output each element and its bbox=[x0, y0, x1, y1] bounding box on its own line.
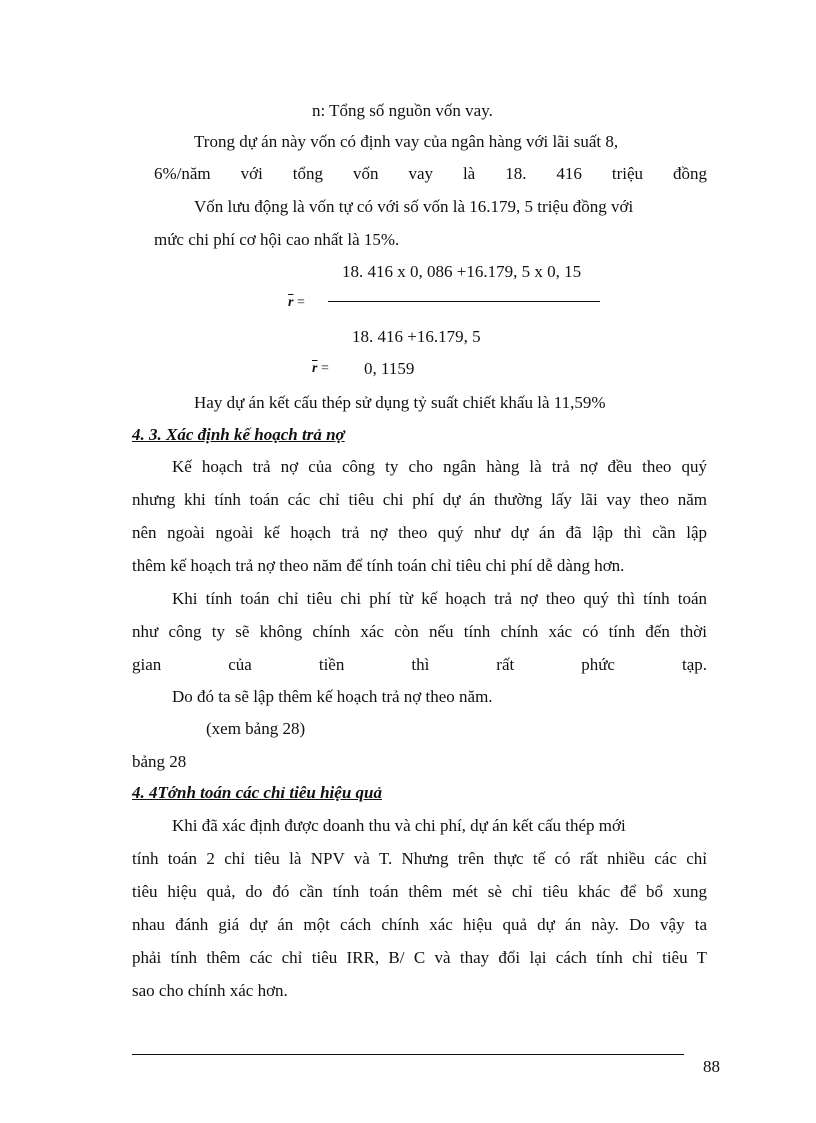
formula-result-r-symbol bbox=[312, 358, 329, 380]
paragraph-line: phải tính thêm các chỉ tiêu IRR, B/ C và thay đổi lại cách tính chỉ tiêu T bbox=[132, 948, 707, 967]
r-bar-symbol: $\overline{r}$ bbox=[288, 295, 294, 310]
r-bar-symbol: $\overline{r}$ bbox=[312, 361, 318, 376]
equals-sign: = bbox=[320, 361, 329, 376]
paragraph-line: Khi tính toán chỉ tiêu chi phí từ kế hoạch trả nợ theo quý thì tính toán bbox=[172, 589, 707, 608]
paragraph-line: Kế hoạch trả nợ của công ty cho ngân hàng là trả nợ đều theo quý bbox=[172, 457, 707, 476]
formula-denominator: 18. 416 +16.179, 5 bbox=[352, 327, 481, 346]
formula-result: 0, 1159 bbox=[364, 359, 415, 378]
section-heading: 4. 4Tớnh toán các chỉ tiêu hiệu quả bbox=[132, 783, 382, 802]
paragraph-line: tiêu hiệu quả, do đó cần tính toán thêm mét sè chỉ tiêu khác để bổ xung bbox=[132, 882, 707, 901]
table-label: bảng 28 bbox=[132, 752, 187, 771]
paragraph-line: nên ngoài ngoài kế hoạch trả nợ theo quý như dự án đã lập thì cần lập bbox=[132, 523, 707, 542]
body-line: Trong dự án này vốn có định vay của ngân hàng với lãi suất 8, bbox=[194, 132, 619, 151]
formula-numerator: 18. 416 x 0, 086 +16.179, 5 x 0, 15 bbox=[342, 262, 582, 281]
section-heading: 4. 3. Xác định kế hoạch trả nợ bbox=[132, 425, 345, 444]
fraction-line bbox=[328, 301, 600, 302]
formula-r-symbol bbox=[288, 292, 305, 314]
definition-line: n: Tổng số nguồn vốn vay. bbox=[312, 101, 493, 120]
body-line: Hay dự án kết cấu thép sử dụng tỷ suất chiết khấu là 11,59% bbox=[194, 393, 606, 412]
paragraph-line: Do đó ta sẽ lập thêm kế hoạch trả nợ theo năm. bbox=[172, 687, 493, 706]
body-line: 6%/năm với tổng vốn vay là 18. 416 triệu đồng bbox=[154, 164, 707, 183]
body-line: mức chi phí cơ hội cao nhất là 15%. bbox=[154, 230, 400, 249]
paragraph-line: tính toán 2 chỉ tiêu là NPV và T. Nhưng trên thực tế có rất nhiều các chỉ bbox=[132, 849, 707, 868]
paragraph-line: như công ty sẽ không chính xác còn nếu tính chính xác có tính đến thời bbox=[132, 622, 707, 641]
paragraph-line: Khi đã xác định được doanh thu và chi phí, dự án kết cấu thép mới bbox=[172, 816, 626, 835]
body-line: Vốn lưu động là vốn tự có với số vốn là 16.179, 5 triệu đồng với bbox=[194, 197, 634, 216]
paragraph-line: nhau đánh giá dự án một cách chính xác hiệu quả dự án này. Do vậy ta bbox=[132, 915, 707, 934]
paragraph-line: gian của tiền thì rất phức tạp. bbox=[132, 655, 707, 674]
footer-rule bbox=[132, 1054, 684, 1055]
paragraph-line: sao cho chính xác hơn. bbox=[132, 981, 288, 1000]
paragraph-line: thêm kế hoạch trả nợ theo năm để tính toán chỉ tiêu chi phí dễ dàng hơn. bbox=[132, 556, 625, 575]
page-number: 88 bbox=[703, 1057, 720, 1076]
paragraph-line: nhưng khi tính toán các chỉ tiêu chi phí dự án thường lấy lãi vay theo năm bbox=[132, 490, 707, 509]
table-reference: (xem bảng 28) bbox=[206, 719, 306, 738]
equals-sign: = bbox=[296, 295, 305, 310]
